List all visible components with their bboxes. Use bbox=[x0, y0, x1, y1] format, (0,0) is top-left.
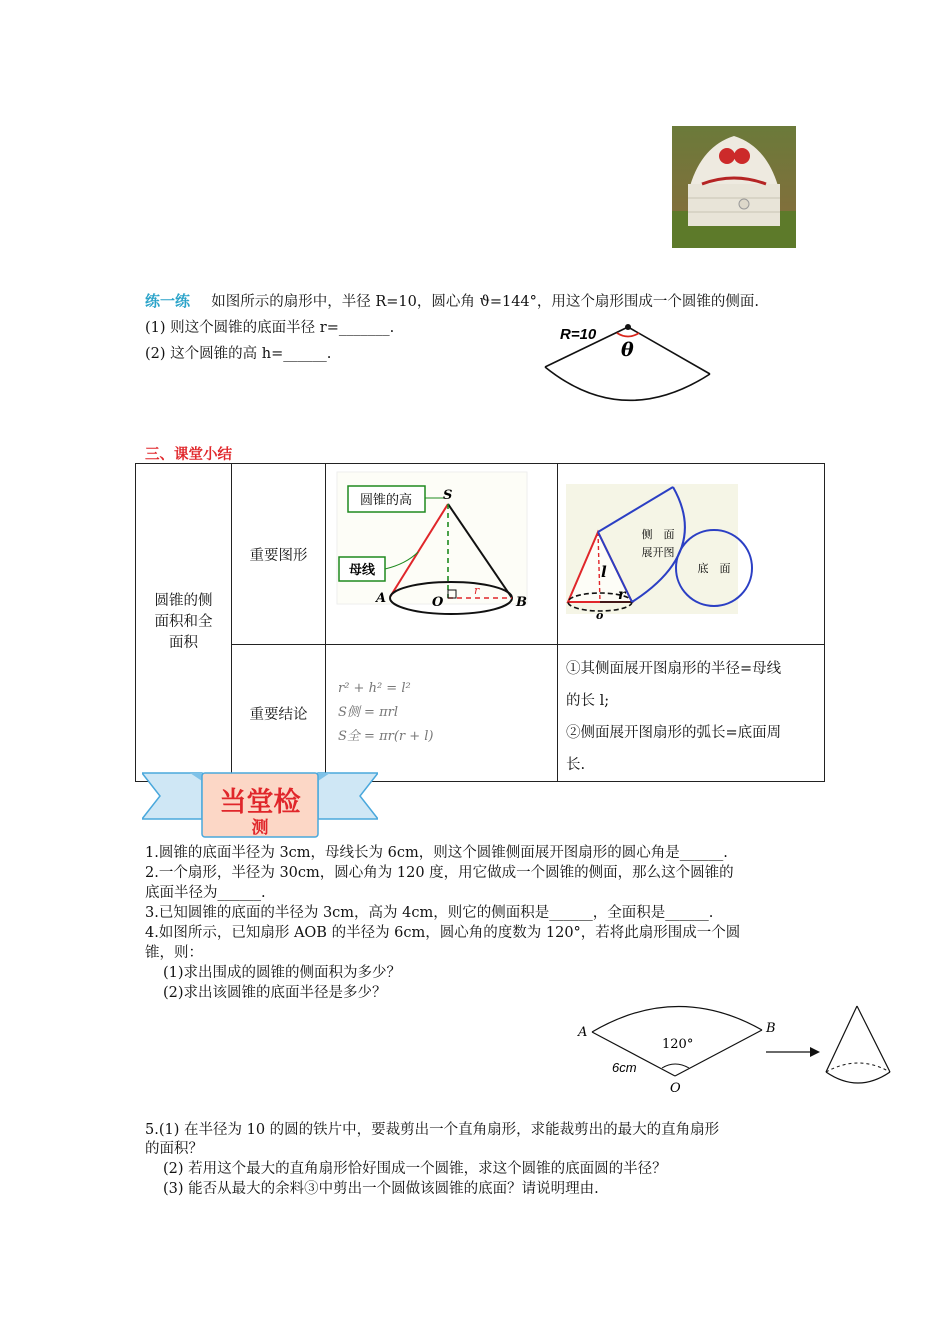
quiz-banner bbox=[142, 771, 378, 841]
exercise-1: 1.圆锥的底面半径为 3cm，母线长为 6cm，则这个圆锥侧面展开图扇形的圆心角是______. bbox=[145, 845, 728, 861]
cone-slant-label: 母线 bbox=[348, 563, 376, 578]
exercise-4-part1: (1)求出围成的圆锥的侧面积为多少？ bbox=[163, 965, 402, 981]
exercise-5-cont: 的面积？ bbox=[145, 1141, 203, 1157]
exercise-4-part2: (2)求出该圆锥的底面半径是多少？ bbox=[163, 985, 387, 1001]
formula-pythagoras: r² + h² = l² bbox=[338, 681, 411, 696]
sector-figure bbox=[535, 318, 720, 410]
sector-angle-label: θ bbox=[621, 339, 634, 361]
exercise-5-part2: (2) 若用这个最大的直角扇形恰好围成一个圆锥，求这个圆锥的底面圆的半径？ bbox=[163, 1161, 667, 1177]
exercise-3: 3.已知圆锥的底面的半径为 3cm，高为 4cm，则它的侧面积是______，全面积是______. bbox=[145, 905, 714, 921]
net-figure-cell bbox=[558, 464, 825, 645]
summary-table bbox=[135, 463, 825, 782]
net-base-label: 底 面 bbox=[697, 562, 731, 575]
radius-r: r bbox=[474, 584, 480, 597]
net-side-label-1: 侧 面 bbox=[641, 528, 675, 541]
conclusion-line: 长. bbox=[566, 757, 586, 773]
exercise-5-part3: (3) 能否从最大的余料③中剪出一个圆做该圆锥的底面？请说明理由. bbox=[163, 1181, 599, 1197]
summary-topic-line: 圆锥的侧 bbox=[154, 593, 213, 609]
conclusion-line: ①其侧面展开图扇形的半径=母线 bbox=[566, 661, 782, 677]
point-b: B bbox=[516, 595, 527, 610]
conclusion-line: ②侧面展开图扇形的弧长=底面周 bbox=[566, 725, 782, 741]
exercise-5: 5.(1) 在半径为 10 的圆的铁片中，要裁剪出一个直角扇形，求能裁剪出的最大的直角扇形 bbox=[145, 1122, 720, 1138]
point-s: S bbox=[443, 488, 453, 503]
row-label-conclusions: 重要结论 bbox=[232, 645, 326, 782]
cone-height-label: 圆锥的高 bbox=[359, 493, 413, 508]
fig-point-b: B bbox=[766, 1021, 776, 1036]
net-l: l bbox=[601, 563, 607, 581]
summary-topic bbox=[136, 464, 232, 782]
conclusion-cell bbox=[558, 645, 825, 782]
net-r: r bbox=[618, 587, 626, 603]
sector-radius-label: R=10 bbox=[560, 326, 597, 343]
net-side-label-2: 展开图 bbox=[641, 546, 675, 559]
net-o: o bbox=[596, 609, 604, 622]
cone-figure-cell bbox=[326, 464, 558, 645]
point-a: A bbox=[376, 591, 387, 606]
exercise-4: 4.如图所示，已知扇形 AOB 的半径为 6cm，圆心角的度数为 120°，若将此扇形围成一个圆 bbox=[145, 925, 741, 941]
fig-point-o: O bbox=[670, 1081, 681, 1095]
summary-topic-line: 面积 bbox=[169, 635, 198, 651]
formula-lateral-area: S侧 = πrl bbox=[338, 705, 398, 720]
practice-title: 练一练 bbox=[145, 293, 191, 310]
cone-diagram bbox=[326, 464, 557, 640]
fig-radius-label: 6cm bbox=[612, 1060, 637, 1075]
fig-angle-label: 120° bbox=[662, 1037, 694, 1052]
practice-question-1: (1) 则这个圆锥的底面半径 r=_______. bbox=[145, 320, 395, 336]
yurt-photo bbox=[672, 126, 796, 248]
banner-title-line2: 测 bbox=[251, 818, 269, 838]
banner-title-line1: 当堂检 bbox=[219, 787, 301, 818]
fig-point-a: A bbox=[578, 1025, 588, 1040]
row-label-figures: 重要图形 bbox=[232, 464, 326, 645]
summary-topic-line: 面积和全 bbox=[154, 614, 213, 630]
exercise-2: 2.一个扇形，半径为 30cm，圆心角为 120 度，用它做成一个圆锥的侧面，那么这个圆锥的 bbox=[145, 865, 734, 881]
sector-aob-figure bbox=[570, 1000, 900, 1095]
cone-net-diagram bbox=[558, 464, 824, 640]
practice-intro: 如图所示的扇形中，半径 R=10，圆心角 ϑ=144°，用这个扇形围成一个圆锥的侧面. bbox=[211, 294, 760, 310]
practice-question-2: (2) 这个圆锥的高 h=______. bbox=[145, 346, 332, 362]
section-title-summary: 三、课堂小结 bbox=[145, 447, 232, 463]
conclusion-line: 的长 l; bbox=[566, 693, 610, 709]
exercise-4-cont: 锥，则： bbox=[145, 945, 203, 961]
formula-total-area: S全 = πr(r + l) bbox=[338, 729, 434, 744]
formula-cell bbox=[326, 645, 558, 782]
point-o: O bbox=[432, 595, 444, 610]
exercise-2-cont: 底面半径为______. bbox=[145, 885, 266, 901]
